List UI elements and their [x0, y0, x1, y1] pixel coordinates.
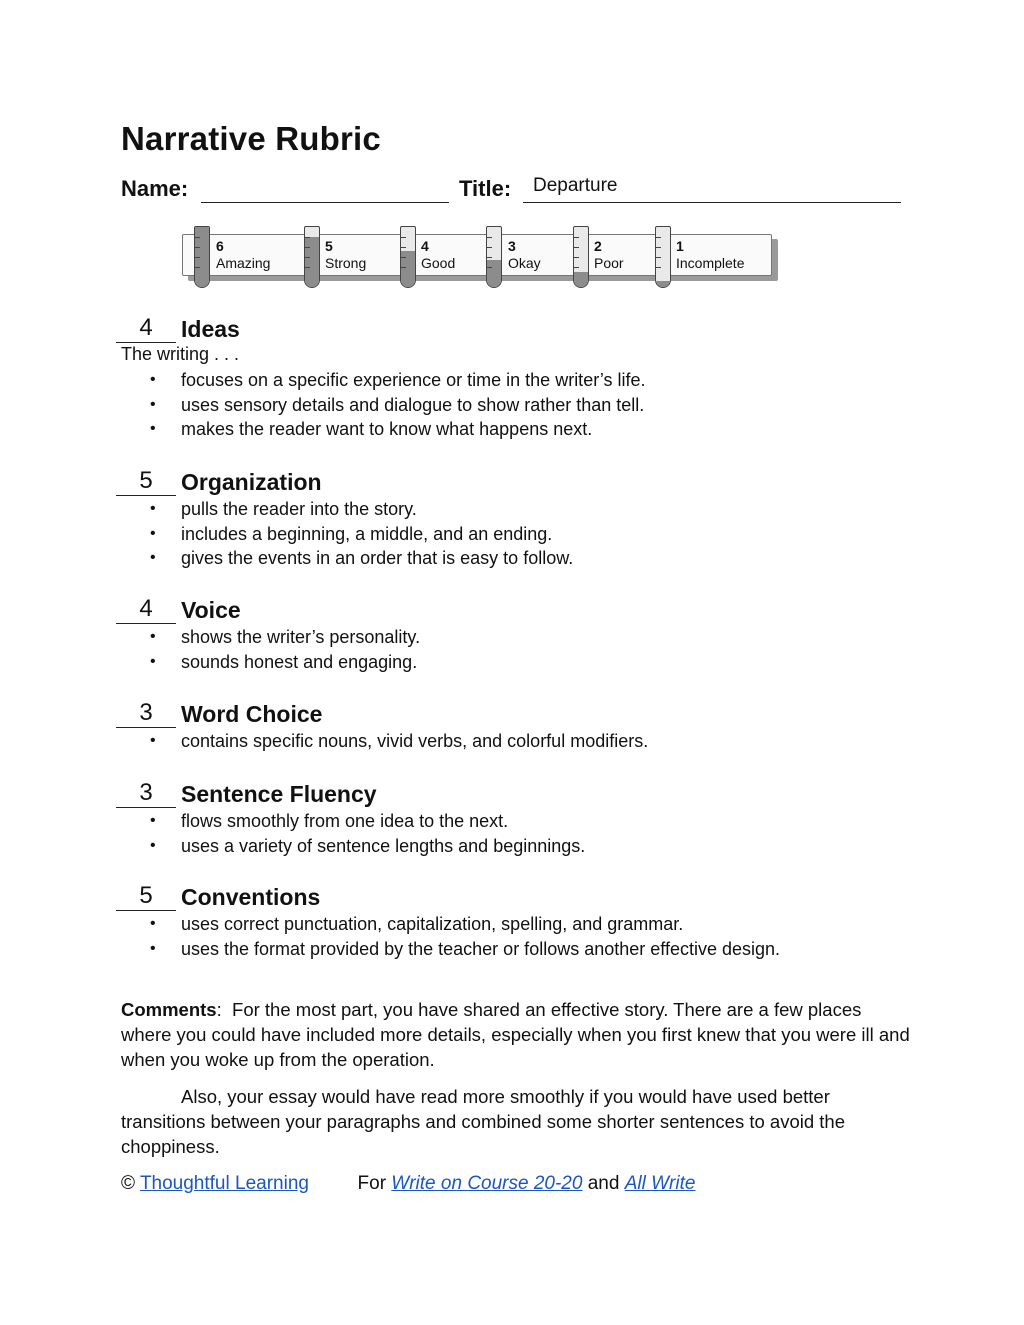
criteria-list: [116, 625, 420, 674]
all-write-link[interactable]: [625, 1173, 696, 1194]
bullet-icon: •: [150, 524, 156, 542]
criteria-item: [116, 522, 573, 547]
section-title: Word Choice: [181, 701, 323, 727]
bullet-icon: •: [150, 549, 156, 567]
bullet-icon: •: [150, 395, 156, 413]
criteria-item: [116, 497, 573, 522]
scale-level-label: Strong: [325, 255, 367, 271]
footer-and-text: and: [587, 1173, 620, 1194]
bullet-icon: •: [150, 420, 156, 438]
criteria-text: uses a variety of sentence lengths and beginnings.: [181, 835, 586, 856]
criteria-item: [116, 546, 573, 571]
scale-level-number: 1: [676, 238, 684, 254]
comments-paragraph-2: Also, your essay would have read more smoothly if you would have used better transitions between your paragraphs and combined some shorter sentences to avoid the choppiness.: [121, 1086, 845, 1157]
title-label: Title:: [459, 176, 512, 201]
comments-label: Comments: [121, 999, 217, 1020]
comments-text-1: For the most part, you have shared an effective story. There are a few places where you could have included more details, especially when you first knew that you were ill and when you woke up from the operation.: [121, 999, 910, 1070]
footer: [121, 1173, 695, 1195]
criteria-text: gives the events in an order that is easy to follow.: [181, 548, 574, 569]
scale-level-number: 5: [325, 238, 333, 254]
name-label: Name:: [121, 176, 189, 201]
title-value: Departure: [533, 175, 618, 196]
score-field[interactable]: 4: [116, 314, 176, 343]
score-field[interactable]: 5: [116, 467, 176, 496]
rating-scale-graphic: [182, 226, 782, 290]
scale-level-number: 4: [421, 238, 429, 254]
criteria-text: makes the reader want to know what happens next.: [181, 419, 593, 440]
scale-level: [508, 238, 541, 272]
criteria-list: [116, 729, 648, 754]
section-title: Conventions: [181, 884, 321, 910]
scale-level-number: 6: [216, 238, 224, 254]
header-fields: [121, 172, 911, 206]
thermometer-icon: [194, 226, 210, 288]
scale-level: [594, 238, 624, 272]
criteria-text: flows smoothly from one idea to the next.: [181, 811, 509, 831]
scale-level-label: Amazing: [216, 255, 271, 271]
thermometer-icon: [304, 226, 320, 288]
score-field[interactable]: 4: [116, 595, 176, 624]
criteria-item: [116, 729, 648, 754]
criteria-list: [116, 809, 585, 858]
criteria-list: [116, 368, 646, 442]
footer-for-text: For: [357, 1173, 387, 1194]
criteria-item: [116, 937, 780, 962]
criteria-item: [116, 912, 780, 937]
thoughtful-learning-link[interactable]: Thoughtful Learning: [139, 1173, 309, 1194]
score-field[interactable]: 5: [116, 882, 176, 911]
scale-level-number: 2: [594, 238, 602, 254]
scale-level: [325, 238, 366, 272]
all-write-link-text: All Write: [624, 1173, 696, 1194]
criteria-text: uses sensory details and dialogue to show rather than tell.: [181, 394, 645, 415]
comments-block: [121, 997, 911, 1171]
scale-level: [676, 238, 744, 272]
bullet-icon: •: [150, 939, 156, 957]
section-title: Sentence Fluency: [181, 781, 377, 807]
page-title: Narrative Rubric: [121, 120, 381, 157]
section-intro: The writing . . .: [121, 344, 240, 364]
bullet-icon: •: [150, 915, 156, 932]
scale-level-label: Poor: [594, 255, 624, 271]
criteria-item: [116, 650, 420, 675]
bullet-icon: •: [150, 652, 156, 670]
section-title: Voice: [181, 597, 241, 623]
thermometer-icon: [400, 226, 416, 288]
criteria-list: [116, 497, 573, 571]
bullet-icon: •: [150, 836, 156, 854]
score-field[interactable]: 3: [116, 699, 176, 728]
criteria-list: [116, 912, 780, 961]
write-on-course-link[interactable]: [391, 1173, 582, 1194]
scale-level: [216, 238, 270, 272]
write-on-course-link-text: Write on Course 20-20: [391, 1173, 583, 1194]
criteria-text: includes a beginning, a middle, and an ending.: [181, 523, 553, 544]
bullet-icon: •: [150, 500, 156, 517]
criteria-text: pulls the reader into the story.: [181, 499, 417, 519]
criteria-text: uses the format provided by the teacher or follows another effective design.: [181, 938, 781, 959]
title-field[interactable]: [523, 202, 901, 203]
thermometer-icon: [573, 226, 589, 288]
bullet-icon: •: [150, 732, 156, 749]
criteria-item: [116, 368, 646, 393]
thermometer-icon: [655, 226, 671, 288]
score-field[interactable]: 3: [116, 779, 176, 808]
thermometer-icon: [486, 226, 502, 288]
criteria-item: [116, 809, 585, 834]
name-field[interactable]: [201, 202, 449, 203]
criteria-item: [116, 417, 646, 442]
bullet-icon: •: [150, 628, 156, 645]
criteria-text: contains specific nouns, vivid verbs, and colorful modifiers.: [181, 731, 649, 751]
copyright-symbol: ©: [121, 1173, 135, 1194]
criteria-text: shows the writer’s personality.: [181, 627, 421, 647]
criteria-text: uses correct punctuation, capitalization, spelling, and grammar.: [181, 914, 684, 934]
bullet-icon: •: [150, 371, 156, 388]
criteria-text: focuses on a specific experience or time in the writer’s life.: [181, 370, 646, 390]
criteria-item: [116, 393, 646, 418]
section-title: Organization: [181, 469, 322, 495]
criteria-text: sounds honest and engaging.: [181, 651, 418, 672]
scale-level-label: Incomplete: [676, 255, 745, 271]
comments-paragraph-1: Comments: For the most part, you have shared an effective story. There are a few places where you could have included more details, especially when you first knew that you were ill and when you woke up from the operation.: [121, 999, 910, 1070]
scale-level-number: 3: [508, 238, 516, 254]
bullet-icon: •: [150, 812, 156, 829]
criteria-item: [116, 834, 585, 859]
criteria-item: [116, 625, 420, 650]
scale-level-label: Okay: [508, 255, 541, 271]
section-title: Ideas: [181, 316, 240, 342]
scale-level-label: Good: [421, 255, 456, 271]
scale-level: [421, 238, 455, 272]
